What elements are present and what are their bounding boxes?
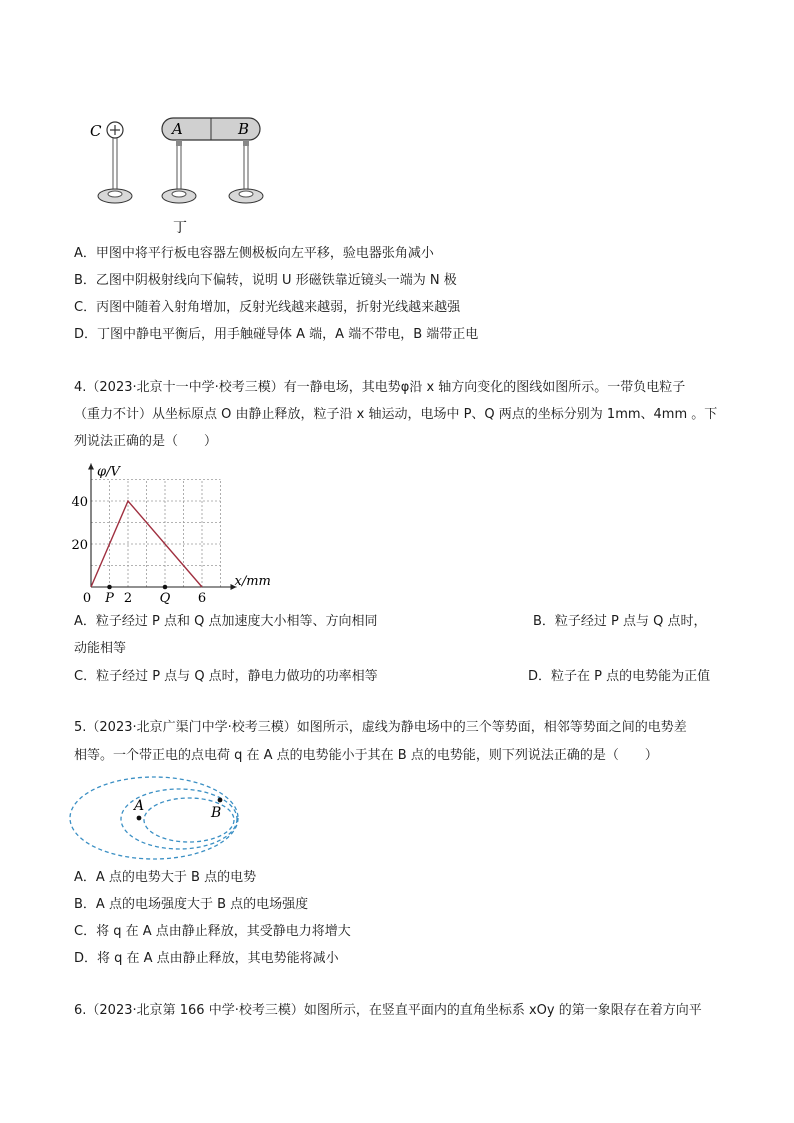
y-axis-arrow: [88, 464, 94, 470]
q5-option-d: D．将 q 在 A 点由静止释放，其电势能将减小: [74, 951, 339, 966]
label-c: C: [90, 122, 102, 140]
q6-stem-line1: 6.（2023·北京第 166 中学·校考三模）如图所示，在竖直平面内的直角坐标系 xOy 的第一象限存在着方向平: [74, 1003, 702, 1018]
q5-option-b: B．A 点的电场强度大于 B 点的电场强度: [74, 897, 309, 912]
x-tick-label: 6: [197, 591, 207, 606]
label-a: A: [172, 120, 183, 138]
point-label: P: [105, 591, 114, 606]
point-b: [218, 798, 223, 803]
equipotential-figure: [66, 774, 251, 866]
y-tick-label: 40: [71, 495, 88, 510]
y-tick-label: 20: [71, 538, 88, 553]
q4-stem-line2: （重力不计）从坐标原点 O 由静止释放，粒子沿 x 轴运动，电场中 P、Q 两点的坐标分别为 1mm、4mm 。下: [74, 407, 718, 422]
x-tick-label: 2: [123, 591, 133, 606]
point-marker: [163, 585, 168, 590]
q5-stem-line1: 5.（2023·北京广渠门中学·校考三模）如图所示，虚线为静电场中的三个等势面，相邻等势面之间的电势差: [74, 720, 687, 735]
q3-option-c: C．丙图中随着入射角增加，反射光线越来越弱，折射光线越来越强: [74, 300, 461, 315]
figure-caption: 丁: [173, 220, 187, 236]
q4-stem-line3: 列说法正确的是（ ）: [74, 434, 218, 449]
x-tick-label: 0: [82, 591, 92, 606]
q3-option-d: D．丁图中静电平衡后，用手触碰导体 A 端，A 端不带电，B 端带正电: [74, 327, 479, 342]
point-label: Q: [159, 591, 171, 606]
q3-option-b: B．乙图中阴极射线向下偏转，说明 U 形磁铁靠近镜头一端为 N 极: [74, 273, 457, 288]
q4-option-a: A．粒子经过 P 点和 Q 点加速度大小相等、方向相同: [74, 614, 378, 629]
q4-stem-line1: 4.（2023·北京十一中学·校考三模）有一静电场，其电势φ沿 x 轴方向变化的图线如图所示。一带负电粒子: [74, 380, 686, 395]
q4-option-c: C．粒子经过 P 点与 Q 点时，静电力做功的功率相等: [74, 669, 378, 684]
phi-x-chart: [70, 455, 285, 610]
point-b-label: B: [211, 805, 222, 821]
point-a: [137, 816, 142, 821]
q4-option-b-cont: 动能相等: [74, 641, 127, 656]
q4-option-b: B．粒子经过 P 点与 Q 点时，: [533, 614, 707, 629]
q4-option-d: D．粒子在 P 点的电势能为正值: [528, 669, 711, 684]
figure-ding: [80, 108, 280, 238]
label-b: B: [238, 120, 250, 138]
y-axis-label: φ/V: [97, 464, 120, 480]
q5-option-c: C．将 q 在 A 点由静止释放，其受静电力将增大: [74, 924, 351, 939]
point-a-label: A: [134, 798, 145, 814]
q5-option-a: A．A 点的电势大于 B 点的电势: [74, 870, 257, 885]
point-marker: [107, 585, 112, 590]
x-axis-label: x/mm: [234, 574, 271, 589]
q3-option-a: A．甲图中将平行板电容器左侧极板向左平移，验电器张角减小: [74, 246, 434, 261]
q5-stem-line2: 相等。一个带正电的点电荷 q 在 A 点的电势能小于其在 B 点的电势能，则下列说法正确的是（ ）: [74, 748, 658, 763]
